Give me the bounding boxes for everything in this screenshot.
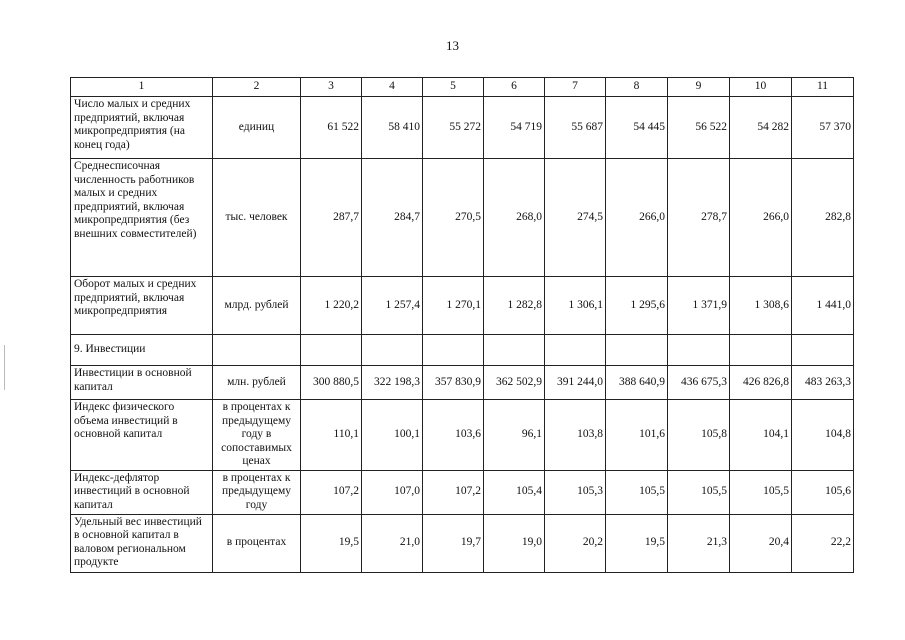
column-number: 3 (301, 78, 362, 97)
value-cell: 388 640,9 (606, 366, 668, 400)
value-cell: 56 522 (668, 97, 730, 159)
value-cell: 19,5 (301, 514, 362, 572)
scan-margin-line (4, 345, 5, 390)
value-cell: 107,0 (362, 470, 423, 514)
value-cell: 300 880,5 (301, 366, 362, 400)
indicator-name: Индекс-дефлятор инвестиций в основной капитал (71, 470, 213, 514)
column-number: 5 (423, 78, 484, 97)
empty-cell (484, 335, 545, 366)
empty-cell (606, 335, 668, 366)
value-cell: 436 675,3 (668, 366, 730, 400)
column-number: 7 (545, 78, 606, 97)
value-cell: 391 244,0 (545, 366, 606, 400)
column-number: 6 (484, 78, 545, 97)
empty-cell (545, 335, 606, 366)
value-cell: 54 282 (730, 97, 792, 159)
value-cell: 282,8 (792, 159, 854, 277)
unit-cell: единиц (213, 97, 301, 159)
unit-cell: в процентах к предыдущему году в сопоставимых ценах (213, 400, 301, 471)
value-cell: 19,0 (484, 514, 545, 572)
table-body (71, 78, 854, 573)
value-cell: 105,3 (545, 470, 606, 514)
indicator-name: Индекс физического объема инвестиций в основной капитал (71, 400, 213, 471)
empty-cell (301, 335, 362, 366)
value-cell: 55 687 (545, 97, 606, 159)
value-cell: 103,8 (545, 400, 606, 471)
value-cell: 100,1 (362, 400, 423, 471)
column-number-row (71, 78, 854, 97)
value-cell: 101,6 (606, 400, 668, 471)
value-cell: 19,7 (423, 514, 484, 572)
value-cell: 105,6 (792, 470, 854, 514)
value-cell: 1 270,1 (423, 277, 484, 335)
column-number: 2 (213, 78, 301, 97)
value-cell: 1 257,4 (362, 277, 423, 335)
column-number: 1 (71, 78, 213, 97)
value-cell: 107,2 (423, 470, 484, 514)
column-number: 10 (730, 78, 792, 97)
column-number: 9 (668, 78, 730, 97)
indicator-name: Оборот малых и средних предприятий, включая микропредприятия (71, 277, 213, 335)
indicator-name: Среднесписочная численность работников малых и средних предприятий, включая микропредприятия (без внешних совместителей) (71, 159, 213, 277)
value-cell: 270,5 (423, 159, 484, 277)
empty-cell (213, 335, 301, 366)
value-cell: 105,4 (484, 470, 545, 514)
value-cell: 1 371,9 (668, 277, 730, 335)
value-cell: 103,6 (423, 400, 484, 471)
value-cell: 287,7 (301, 159, 362, 277)
value-cell: 284,7 (362, 159, 423, 277)
value-cell: 1 308,6 (730, 277, 792, 335)
value-cell: 104,1 (730, 400, 792, 471)
empty-cell (668, 335, 730, 366)
unit-cell: тыс. человек (213, 159, 301, 277)
table-row (71, 366, 854, 400)
value-cell: 278,7 (668, 159, 730, 277)
unit-cell: в процентах к предыдущему году (213, 470, 301, 514)
empty-cell (423, 335, 484, 366)
value-cell: 322 198,3 (362, 366, 423, 400)
value-cell: 61 522 (301, 97, 362, 159)
value-cell: 357 830,9 (423, 366, 484, 400)
value-cell: 274,5 (545, 159, 606, 277)
page-number: 13 (446, 38, 459, 53)
column-number: 8 (606, 78, 668, 97)
table-row (71, 514, 854, 572)
section-row (71, 335, 854, 366)
statistics-table (70, 77, 854, 573)
value-cell: 105,5 (668, 470, 730, 514)
value-cell: 96,1 (484, 400, 545, 471)
table-row (71, 97, 854, 159)
value-cell: 105,8 (668, 400, 730, 471)
empty-cell (792, 335, 854, 366)
table-row (71, 277, 854, 335)
section-title: 9. Инвестиции (71, 335, 213, 366)
unit-cell: млн. рублей (213, 366, 301, 400)
value-cell: 20,4 (730, 514, 792, 572)
value-cell: 266,0 (606, 159, 668, 277)
value-cell: 268,0 (484, 159, 545, 277)
indicator-name: Число малых и средних предприятий, включая микропредприятия (на конец года) (71, 97, 213, 159)
value-cell: 104,8 (792, 400, 854, 471)
value-cell: 1 306,1 (545, 277, 606, 335)
value-cell: 110,1 (301, 400, 362, 471)
indicator-name: Удельный вес инвестиций в основной капитал в валовом региональном продукте (71, 514, 213, 572)
empty-cell (362, 335, 423, 366)
table-row (71, 159, 854, 277)
value-cell: 58 410 (362, 97, 423, 159)
value-cell: 22,2 (792, 514, 854, 572)
indicator-name: Инвестиции в основной капитал (71, 366, 213, 400)
value-cell: 483 263,3 (792, 366, 854, 400)
value-cell: 54 445 (606, 97, 668, 159)
value-cell: 1 441,0 (792, 277, 854, 335)
empty-cell (730, 335, 792, 366)
value-cell: 54 719 (484, 97, 545, 159)
value-cell: 105,5 (606, 470, 668, 514)
value-cell: 57 370 (792, 97, 854, 159)
value-cell: 1 295,6 (606, 277, 668, 335)
value-cell: 1 282,8 (484, 277, 545, 335)
table-row (71, 400, 854, 471)
value-cell: 1 220,2 (301, 277, 362, 335)
value-cell: 20,2 (545, 514, 606, 572)
value-cell: 105,5 (730, 470, 792, 514)
value-cell: 21,0 (362, 514, 423, 572)
value-cell: 19,5 (606, 514, 668, 572)
value-cell: 266,0 (730, 159, 792, 277)
value-cell: 21,3 (668, 514, 730, 572)
column-number: 4 (362, 78, 423, 97)
column-number: 11 (792, 78, 854, 97)
unit-cell: в процентах (213, 514, 301, 572)
value-cell: 107,2 (301, 470, 362, 514)
value-cell: 362 502,9 (484, 366, 545, 400)
unit-cell: млрд. рублей (213, 277, 301, 335)
value-cell: 55 272 (423, 97, 484, 159)
value-cell: 426 826,8 (730, 366, 792, 400)
table-row (71, 470, 854, 514)
